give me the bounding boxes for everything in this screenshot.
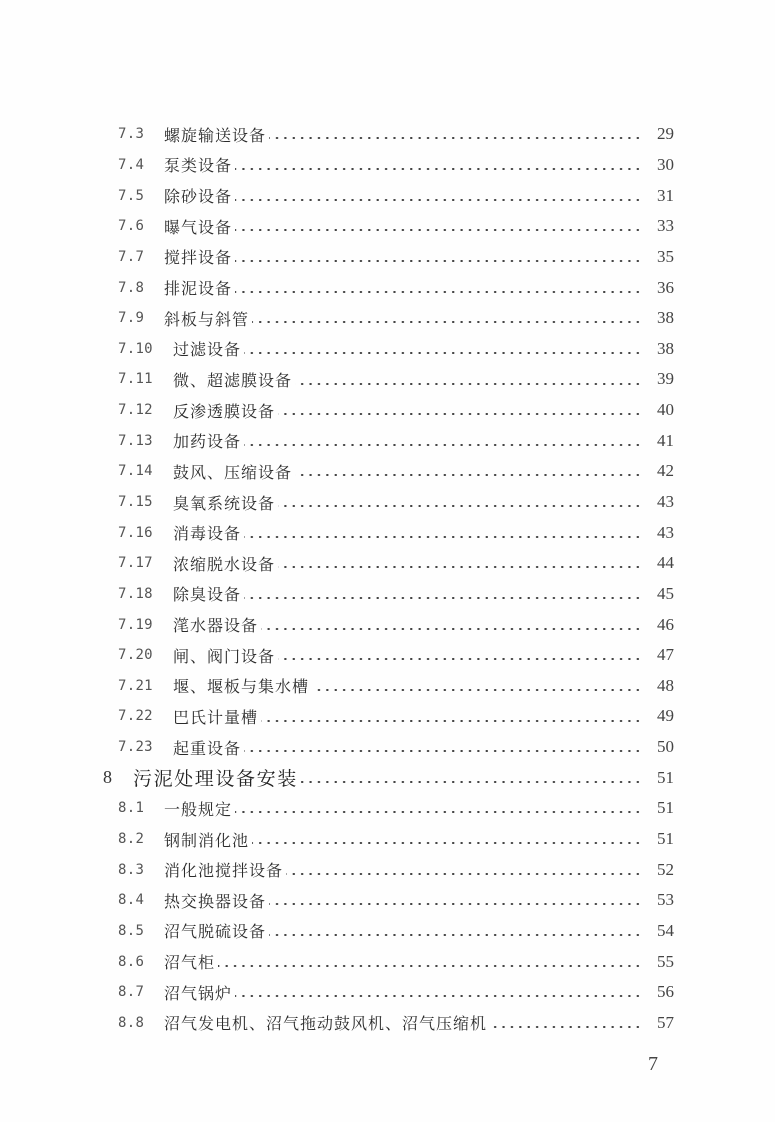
toc-entry-page: 42 [657, 461, 674, 481]
toc-entry-title: 消化池搅拌设备 [164, 861, 284, 881]
toc-entry-title: 曝气设备 [164, 217, 233, 237]
toc-entry-page: 38 [657, 338, 674, 358]
toc-entry-number: 8.7 [118, 984, 145, 1001]
toc-entry-row[interactable] [0, 977, 775, 1008]
toc-entry-page: 56 [657, 982, 674, 1002]
toc-entry-number: 7.12 [118, 402, 153, 419]
toc-leader-dots [301, 781, 642, 783]
toc-leader-dots [244, 444, 642, 446]
toc-entry-page: 48 [657, 675, 674, 695]
toc-entry-number: 7.22 [118, 708, 153, 725]
toc-entry-page: 40 [657, 400, 674, 420]
toc-leader-dots [235, 995, 642, 997]
toc-entry-title: 鼓风、压缩设备 [173, 462, 293, 482]
toc-entry-row[interactable] [0, 180, 775, 211]
toc-entry-title: 浓缩脱水设备 [173, 554, 276, 574]
toc-entry-title: 污泥处理设备安装 [133, 768, 298, 791]
toc-entry-row[interactable] [0, 854, 775, 885]
toc-entry-row[interactable] [0, 548, 775, 579]
toc-leader-dots [261, 628, 642, 630]
toc-entry-number: 7.18 [118, 585, 153, 602]
toc-entry-number: 8.8 [118, 1014, 145, 1031]
toc-leader-dots [286, 873, 642, 875]
toc-leader-dots [278, 658, 642, 660]
toc-entry-row[interactable] [0, 916, 775, 947]
toc-leader-dots [269, 903, 642, 905]
toc-leader-dots [244, 536, 642, 538]
toc-entry-title: 沼气锅炉 [164, 983, 233, 1003]
toc-entry-row[interactable] [0, 487, 775, 518]
toc-entry-page: 51 [657, 767, 674, 787]
toc-leader-dots [244, 597, 642, 599]
toc-leader-dots [235, 811, 642, 813]
toc-entry-number: 8.1 [118, 800, 145, 817]
toc-entry-title: 沼气发电机、沼气拖动鼓风机、沼气压缩机 [164, 1014, 488, 1034]
toc-entry-title: 加药设备 [173, 432, 242, 452]
toc-entry-page: 41 [657, 430, 674, 450]
toc-chapter-row[interactable] [0, 762, 775, 793]
toc-entry-row[interactable] [0, 824, 775, 855]
toc-leader-dots [312, 689, 642, 691]
toc-entry-number: 8.4 [118, 892, 145, 909]
toc-entry-row[interactable] [0, 640, 775, 671]
toc-entry-number: 8.6 [118, 953, 145, 970]
toc-entry-row[interactable] [0, 732, 775, 763]
toc-entry-number: 7.15 [118, 494, 153, 510]
toc-entry-row[interactable] [0, 333, 775, 364]
toc-entry-title: 螺旋输送设备 [164, 125, 267, 145]
toc-entry-row[interactable] [0, 150, 775, 181]
toc-leader-dots [218, 965, 642, 967]
toc-entry-number: 8.3 [118, 861, 145, 878]
toc-entry-title: 微、超滤膜设备 [173, 370, 293, 390]
toc-entry-title: 臭氧系统设备 [173, 493, 276, 513]
toc-leader-dots [269, 934, 642, 936]
toc-entry-number: 7.11 [118, 371, 153, 388]
toc-entry-number: 8 [103, 767, 113, 788]
toc-leader-dots [235, 291, 642, 293]
toc-entry-row[interactable] [0, 425, 775, 456]
toc-entry-row[interactable] [0, 1008, 775, 1039]
toc-entry-row[interactable] [0, 456, 775, 487]
toc-entry-title: 巴氏计量槽 [173, 707, 259, 727]
toc-entry-row[interactable] [0, 364, 775, 395]
toc-entry-page: 44 [657, 553, 674, 573]
toc-leader-dots [244, 750, 642, 752]
toc-entry-page: 51 [657, 829, 674, 849]
toc-entry-row[interactable] [0, 579, 775, 610]
toc-entry-title: 过滤设备 [173, 340, 242, 360]
toc-entry-title: 一般规定 [164, 799, 233, 819]
toc-entry-title: 沼气脱硫设备 [164, 922, 267, 942]
toc-entry-title: 除砂设备 [164, 187, 233, 207]
toc-entry-page: 45 [657, 583, 674, 603]
toc-entry-title: 钢制消化池 [164, 830, 250, 850]
toc-entry-page: 29 [657, 124, 674, 144]
toc-entry-number: 7.16 [118, 524, 153, 541]
toc-entry-title: 闸、阀门设备 [173, 646, 276, 666]
toc-entry-page: 30 [657, 154, 674, 174]
toc-entry-title: 泵类设备 [164, 156, 233, 176]
toc-entry-page: 46 [657, 614, 674, 634]
toc-entry-page: 53 [657, 890, 674, 910]
toc-entry-row[interactable] [0, 242, 775, 273]
toc-entry-page: 31 [657, 185, 674, 205]
toc-entry-page: 39 [657, 369, 674, 389]
toc-leader-dots [235, 260, 642, 262]
toc-entry-title: 热交换器设备 [164, 891, 267, 911]
toc-entry-title: 滗水器设备 [173, 616, 259, 636]
toc-leader-dots [235, 199, 642, 201]
table-of-contents [0, 119, 775, 1038]
toc-entry-row[interactable] [0, 211, 775, 242]
toc-entry-row[interactable] [0, 395, 775, 426]
toc-entry-row[interactable] [0, 303, 775, 334]
toc-entry-row[interactable] [0, 885, 775, 916]
toc-entry-row[interactable] [0, 671, 775, 702]
toc-entry-page: 57 [657, 1012, 674, 1032]
toc-entry-number: 7.23 [118, 739, 153, 756]
toc-entry-row[interactable] [0, 701, 775, 732]
toc-leader-dots [278, 566, 642, 568]
toc-entry-number: 7.20 [118, 647, 153, 664]
toc-entry-row[interactable] [0, 119, 775, 150]
toc-leader-dots [244, 352, 642, 354]
toc-leader-dots [295, 474, 642, 476]
toc-entry-page: 43 [657, 522, 674, 542]
toc-leader-dots [235, 229, 642, 231]
toc-entry-title: 沼气柜 [164, 953, 216, 973]
toc-entry-number: 7.4 [118, 156, 145, 173]
toc-leader-dots [261, 720, 642, 722]
toc-entry-title: 消毒设备 [173, 524, 242, 544]
toc-entry-page: 50 [657, 737, 674, 757]
toc-entry-title: 排泥设备 [164, 279, 233, 299]
toc-entry-number: 7.7 [118, 248, 145, 265]
toc-entry-number: 7.5 [118, 187, 145, 204]
toc-entry-number: 8.2 [118, 831, 145, 848]
toc-entry-number: 7.14 [118, 463, 153, 480]
toc-entry-page: 55 [657, 951, 674, 971]
toc-entry-title: 除臭设备 [173, 585, 242, 605]
toc-entry-number: 7.6 [118, 218, 145, 235]
toc-leader-dots [278, 505, 642, 507]
toc-entry-page: 47 [657, 645, 674, 665]
toc-entry-number: 7.19 [118, 616, 153, 633]
toc-entry-page: 38 [657, 308, 674, 328]
toc-entry-number: 7.3 [118, 126, 145, 143]
toc-entry-title: 堰、堰板与集水槽 [173, 677, 310, 697]
toc-entry-row[interactable] [0, 517, 775, 548]
toc-leader-dots [269, 137, 642, 139]
toc-entry-row[interactable] [0, 793, 775, 824]
page-number: 7 [648, 1053, 658, 1075]
toc-entry-row[interactable] [0, 272, 775, 303]
toc-entry-title: 搅拌设备 [164, 248, 233, 268]
toc-entry-page: 33 [657, 216, 674, 236]
toc-entry-row[interactable] [0, 946, 775, 977]
toc-entry-number: 7.10 [118, 340, 153, 357]
toc-entry-number: 7.13 [118, 432, 153, 449]
toc-entry-title: 斜板与斜管 [164, 309, 250, 329]
toc-leader-dots [278, 413, 642, 415]
toc-leader-dots [295, 383, 642, 385]
toc-entry-page: 52 [657, 859, 674, 879]
toc-entry-page: 35 [657, 246, 674, 266]
toc-leader-dots [252, 321, 642, 323]
toc-leader-dots [252, 842, 642, 844]
toc-entry-row[interactable] [0, 609, 775, 640]
toc-leader-dots [235, 168, 642, 170]
toc-entry-number: 7.9 [118, 310, 145, 327]
toc-entry-title: 起重设备 [173, 738, 242, 758]
toc-entry-page: 49 [657, 706, 674, 726]
toc-entry-number: 7.17 [118, 555, 153, 572]
toc-entry-number: 7.21 [118, 677, 153, 694]
toc-entry-page: 54 [657, 920, 674, 940]
toc-leader-dots [490, 1026, 642, 1028]
toc-entry-title: 反渗透膜设备 [173, 401, 276, 421]
toc-entry-page: 51 [657, 798, 674, 818]
toc-entry-number: 7.8 [118, 279, 145, 296]
toc-entry-number: 8.5 [118, 922, 145, 939]
toc-entry-page: 36 [657, 277, 674, 297]
toc-entry-page: 43 [657, 492, 674, 511]
